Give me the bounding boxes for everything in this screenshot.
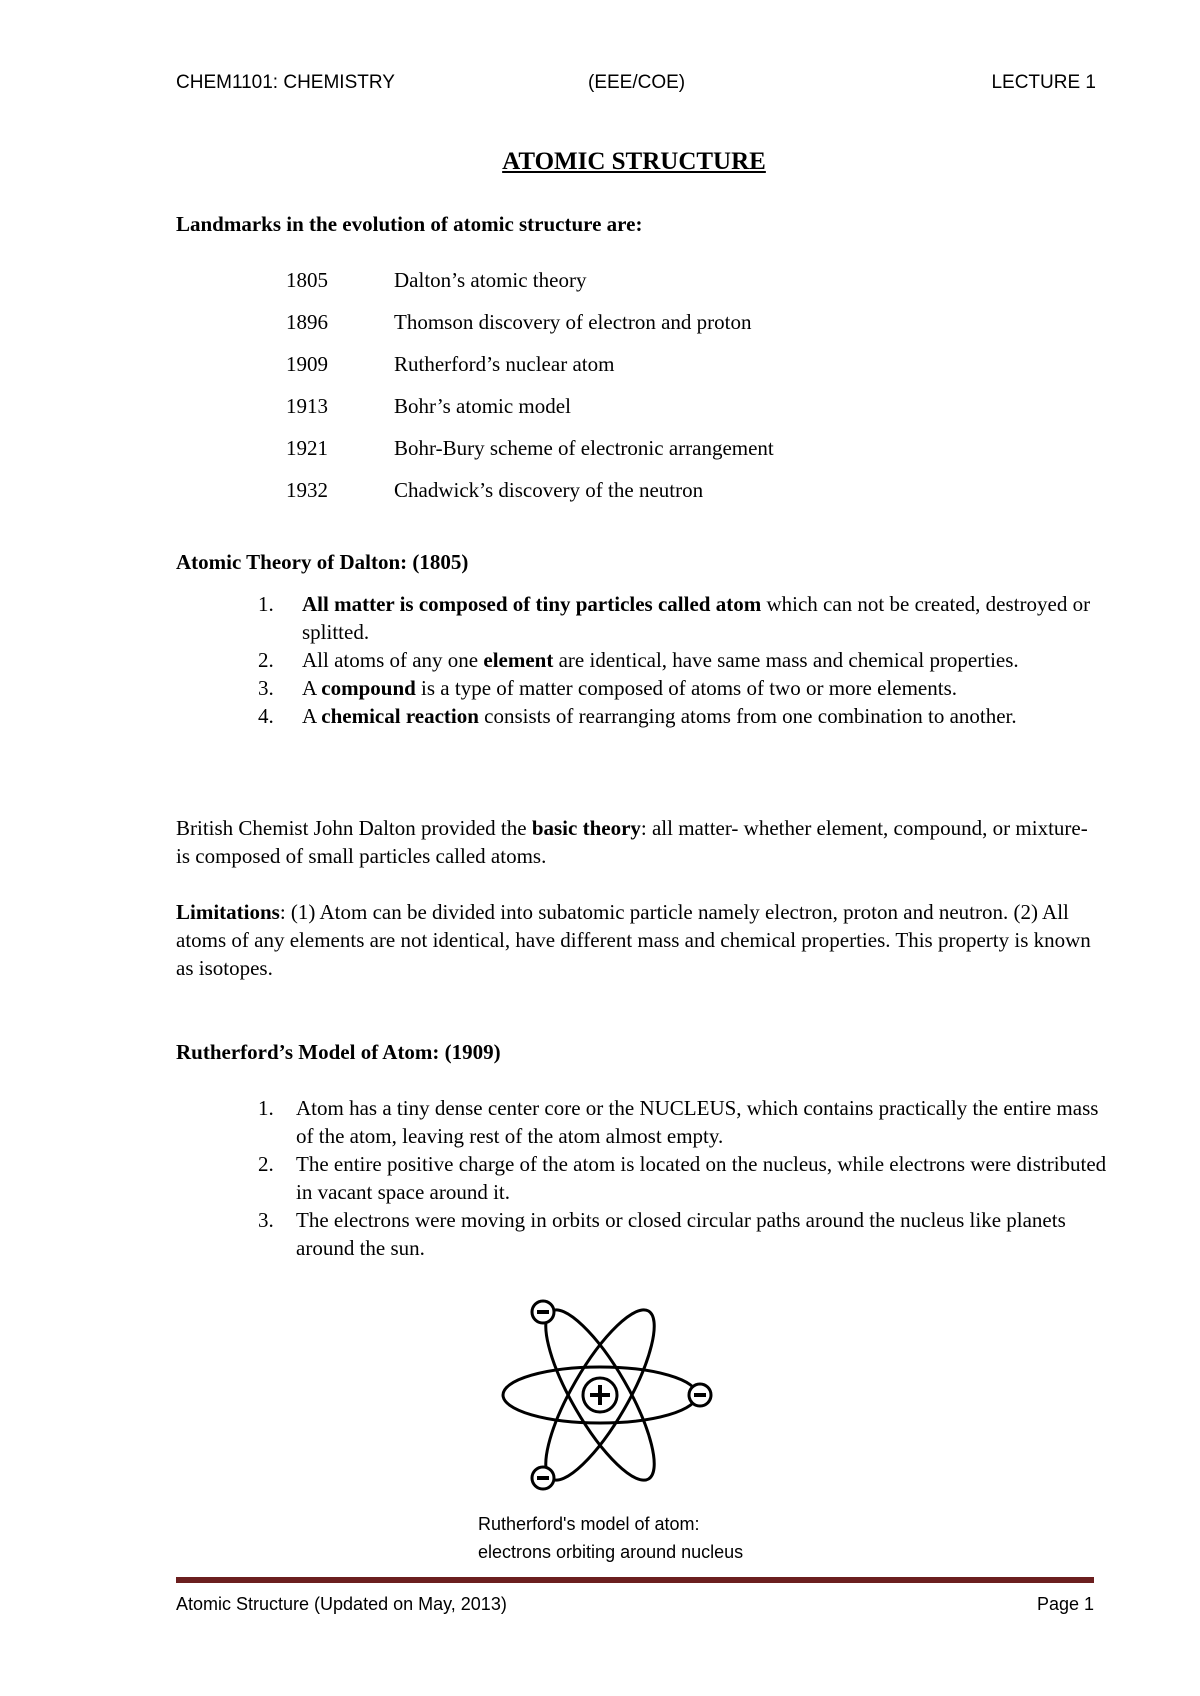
timeline-event: Bohr-Bury scheme of electronic arrangement bbox=[394, 436, 774, 460]
bold-term: element bbox=[483, 648, 554, 672]
list-text: A bbox=[302, 676, 322, 700]
nucleus-icon bbox=[583, 1378, 617, 1412]
timeline-row bbox=[286, 394, 571, 419]
list-text: is a type of matter composed of atoms of two or more elements. bbox=[415, 676, 957, 700]
list-text: consists of rearranging atoms from one combination to another. bbox=[478, 704, 1017, 728]
timeline-year: 1932 bbox=[286, 478, 328, 502]
list-number: 2. bbox=[258, 1152, 274, 1176]
rutherford-heading: Rutherford’s Model of Atom: (1909) bbox=[176, 1040, 501, 1064]
bold-term: basic theory bbox=[531, 816, 641, 840]
list-number: 1. bbox=[258, 1096, 274, 1120]
timeline-year: 1913 bbox=[286, 394, 328, 418]
list-item bbox=[258, 1150, 1108, 1206]
timeline-event: Rutherford’s nuclear atom bbox=[394, 352, 615, 376]
electron-icon bbox=[532, 1467, 554, 1489]
list-text: A bbox=[302, 704, 322, 728]
dalton-postulates bbox=[258, 590, 1118, 730]
list-item bbox=[258, 590, 1118, 646]
timeline-year: 1921 bbox=[286, 436, 328, 460]
basic-theory-paragraph bbox=[176, 814, 1106, 870]
electron-icon bbox=[689, 1384, 711, 1406]
timeline-row bbox=[286, 268, 586, 293]
bold-term: All matter is composed of tiny particles called atom bbox=[302, 592, 762, 616]
footer-divider bbox=[176, 1577, 1094, 1583]
list-item bbox=[258, 1094, 1108, 1150]
list-text: The entire positive charge of the atom is located on the nucleus, while electrons were distributed in vacant space around it. bbox=[296, 1152, 1107, 1204]
list-number: 3. bbox=[258, 676, 274, 700]
header-course: CHEM1101: CHEMISTRY bbox=[176, 72, 395, 93]
list-item bbox=[258, 646, 1118, 674]
rutherford-postulates bbox=[258, 1094, 1108, 1262]
timeline-event: Dalton’s atomic theory bbox=[394, 268, 587, 292]
timeline-row bbox=[286, 352, 614, 377]
paragraph-text: : (1) Atom can be divided into subatomic particle namely electron, proton and neutron. (2) All atoms of any elements are not identical, have different mass and chemical properties. This property is known as isotopes. bbox=[176, 900, 1091, 980]
timeline-year: 1896 bbox=[286, 310, 328, 334]
atom-model-diagram bbox=[490, 1298, 730, 1498]
paragraph-text: British Chemist John Dalton provided the bbox=[176, 816, 532, 840]
footer-title: Atomic Structure (Updated on May, 2013) bbox=[176, 1594, 507, 1614]
list-text: All atoms of any one bbox=[302, 648, 484, 672]
timeline-row bbox=[286, 478, 703, 503]
timeline-row bbox=[286, 436, 774, 461]
list-text: are identical, have same mass and chemical properties. bbox=[553, 648, 1019, 672]
page-title: ATOMIC STRUCTURE bbox=[502, 148, 766, 175]
list-item bbox=[258, 702, 1118, 730]
bold-term: compound bbox=[321, 676, 416, 700]
timeline-year: 1909 bbox=[286, 352, 328, 376]
landmarks-heading: Landmarks in the evolution of atomic structure are: bbox=[176, 212, 643, 236]
list-number: 2. bbox=[258, 648, 274, 672]
paragraph-text: : all matter- whether element, compound, or mixture- is composed of small particles called atoms. bbox=[176, 816, 1088, 868]
electron-icon bbox=[532, 1301, 554, 1323]
list-item bbox=[258, 674, 1118, 702]
figure-caption-line-1: Rutherford's model of atom: bbox=[478, 1514, 700, 1534]
list-number: 3. bbox=[258, 1208, 274, 1232]
header-lecture: LECTURE 1 bbox=[991, 72, 1096, 93]
list-item bbox=[258, 1206, 1108, 1262]
limitations-paragraph bbox=[176, 898, 1106, 982]
list-text: The electrons were moving in orbits or closed circular paths around the nucleus like planets around the sun. bbox=[296, 1208, 1066, 1260]
timeline-event: Chadwick’s discovery of the neutron bbox=[394, 478, 704, 502]
header-program: (EEE/COE) bbox=[588, 72, 686, 93]
bold-term: chemical reaction bbox=[321, 704, 479, 728]
list-number: 1. bbox=[258, 592, 274, 616]
list-number: 4. bbox=[258, 704, 274, 728]
timeline-event: Thomson discovery of electron and proton bbox=[394, 310, 752, 334]
timeline-year: 1805 bbox=[286, 268, 328, 292]
dalton-heading: Atomic Theory of Dalton: (1805) bbox=[176, 550, 469, 574]
bold-term: Limitations bbox=[176, 900, 280, 924]
page-number: Page 1 bbox=[1036, 1594, 1094, 1614]
list-text: which can not be created, destroyed or splitted. bbox=[302, 592, 1091, 644]
list-text: Atom has a tiny dense center core or the NUCLEUS, which contains practically the entire mass of the atom, leaving rest of the atom almost empty. bbox=[296, 1096, 1099, 1148]
figure-caption-line-2: electrons orbiting around nucleus bbox=[478, 1542, 744, 1562]
timeline-row bbox=[286, 310, 752, 335]
timeline-event: Bohr’s atomic model bbox=[394, 394, 571, 418]
